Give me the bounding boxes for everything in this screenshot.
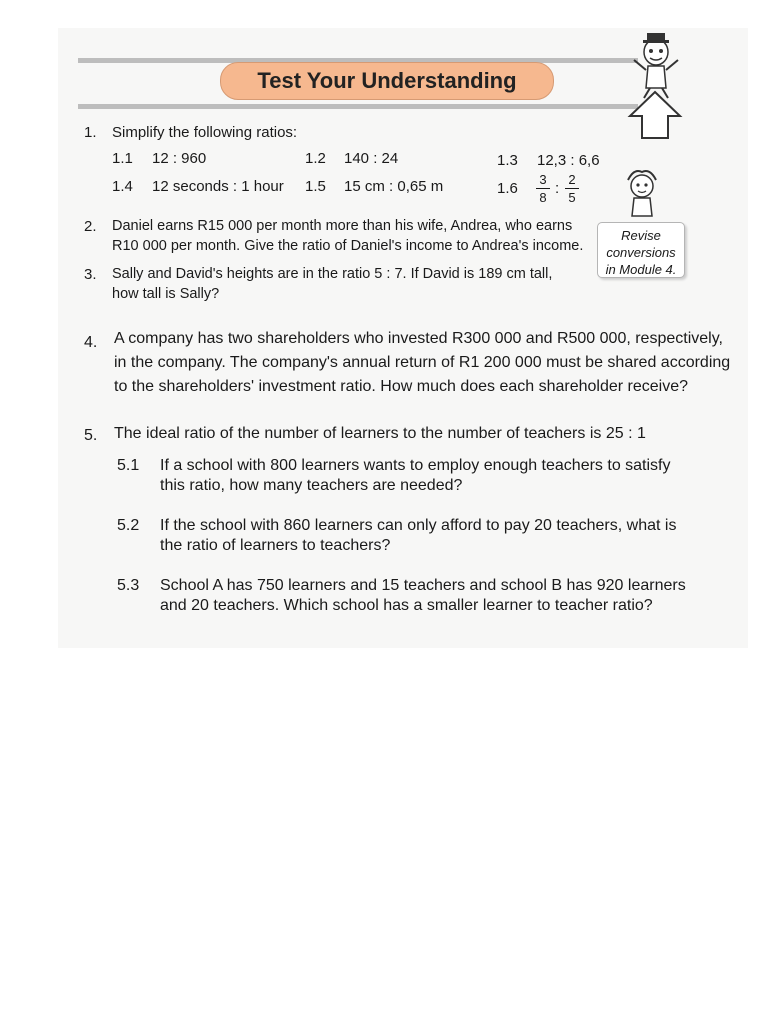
q5-3-line1: School A has 750 learners and 15 teachers and school B has 920 learners — [160, 577, 686, 594]
q1-6-fraction-2 — [565, 172, 579, 205]
q5-1-line1: If a school with 800 learners wants to employ enough teachers to satisfy — [160, 457, 671, 474]
q5-text: The ideal ratio of the number of learners to the number of teachers is 25 : 1 — [114, 425, 646, 442]
q1-text: Simplify the following ratios: — [112, 124, 298, 141]
q5-3-line2: and 20 teachers. Which school has a smaller learner to teacher ratio? — [160, 597, 653, 614]
note-line-1: Revise — [621, 228, 661, 243]
q1-6-fraction-1 — [536, 172, 550, 205]
q5-1-line2: this ratio, how many teachers are needed? — [160, 477, 463, 494]
q5-2-number: 5.2 — [117, 517, 140, 534]
q5-number: 5. — [84, 427, 98, 444]
q3-line2: how tall is Sally? — [112, 286, 220, 302]
q1-1-text: 12 : 960 — [152, 150, 207, 167]
q1-3-text: 12,3 : 6,6 — [537, 152, 600, 169]
q4-line2: in the company. The company's annual return of R1 200 000 must be shared according — [114, 354, 731, 371]
q5-3-number: 5.3 — [117, 577, 140, 594]
q1-5-number: 1.5 — [305, 178, 326, 195]
q1-4-number: 1.4 — [112, 178, 133, 195]
q1-6-fraction-2-numerator: 2 — [568, 172, 576, 187]
page-title: Test Your Understanding — [220, 62, 554, 100]
note-line-2: conversions — [606, 245, 676, 260]
q5-1-number: 5.1 — [117, 457, 140, 474]
q3-line1: Sally and David's heights are in the ratio 5 : 7. If David is 189 cm tall, — [112, 266, 553, 282]
q1-6-number: 1.6 — [497, 180, 518, 197]
q1-2-number: 1.2 — [305, 150, 326, 167]
q1-5-text: 15 cm : 0,65 m — [344, 178, 444, 195]
q1-6-fraction-1-denominator: 8 — [539, 190, 547, 205]
q5-2-line2: the ratio of learners to teachers? — [160, 537, 391, 554]
header-rule-bottom — [78, 104, 638, 109]
q1-6-separator: : — [555, 180, 560, 197]
q1-1-number: 1.1 — [112, 150, 133, 167]
q1-number: 1. — [84, 124, 97, 141]
q2-number: 2. — [84, 218, 97, 235]
q2-line1: Daniel earns R15 000 per month more than his wife, Andrea, who earns — [112, 218, 573, 234]
q1-4-text: 12 seconds : 1 hour — [152, 178, 284, 195]
q1-6-fraction-1-numerator: 3 — [539, 172, 547, 187]
mascot-arrow-icon — [614, 30, 696, 142]
q1-6-fraction-2-denominator: 5 — [568, 190, 576, 205]
note-line-3: in Module 4. — [605, 262, 677, 277]
q2-line2: R10 000 per month. Give the ratio of Daniel's income to Andrea's income. — [112, 238, 584, 254]
q4-line3: to the shareholders' investment ratio. How much does each shareholder receive? — [114, 378, 689, 395]
q3-number: 3. — [84, 266, 97, 283]
q5-2-line1: If the school with 860 learners can only afford to pay 20 teachers, what is — [160, 517, 677, 534]
q4-line1: A company has two shareholders who invested R300 000 and R500 000, respectively, — [114, 330, 723, 347]
q1-3-number: 1.3 — [497, 152, 518, 169]
revise-note — [597, 222, 685, 278]
mascot-girl-icon — [620, 168, 664, 220]
q4-number: 4. — [84, 334, 98, 351]
q1-2-text: 140 : 24 — [344, 150, 399, 167]
